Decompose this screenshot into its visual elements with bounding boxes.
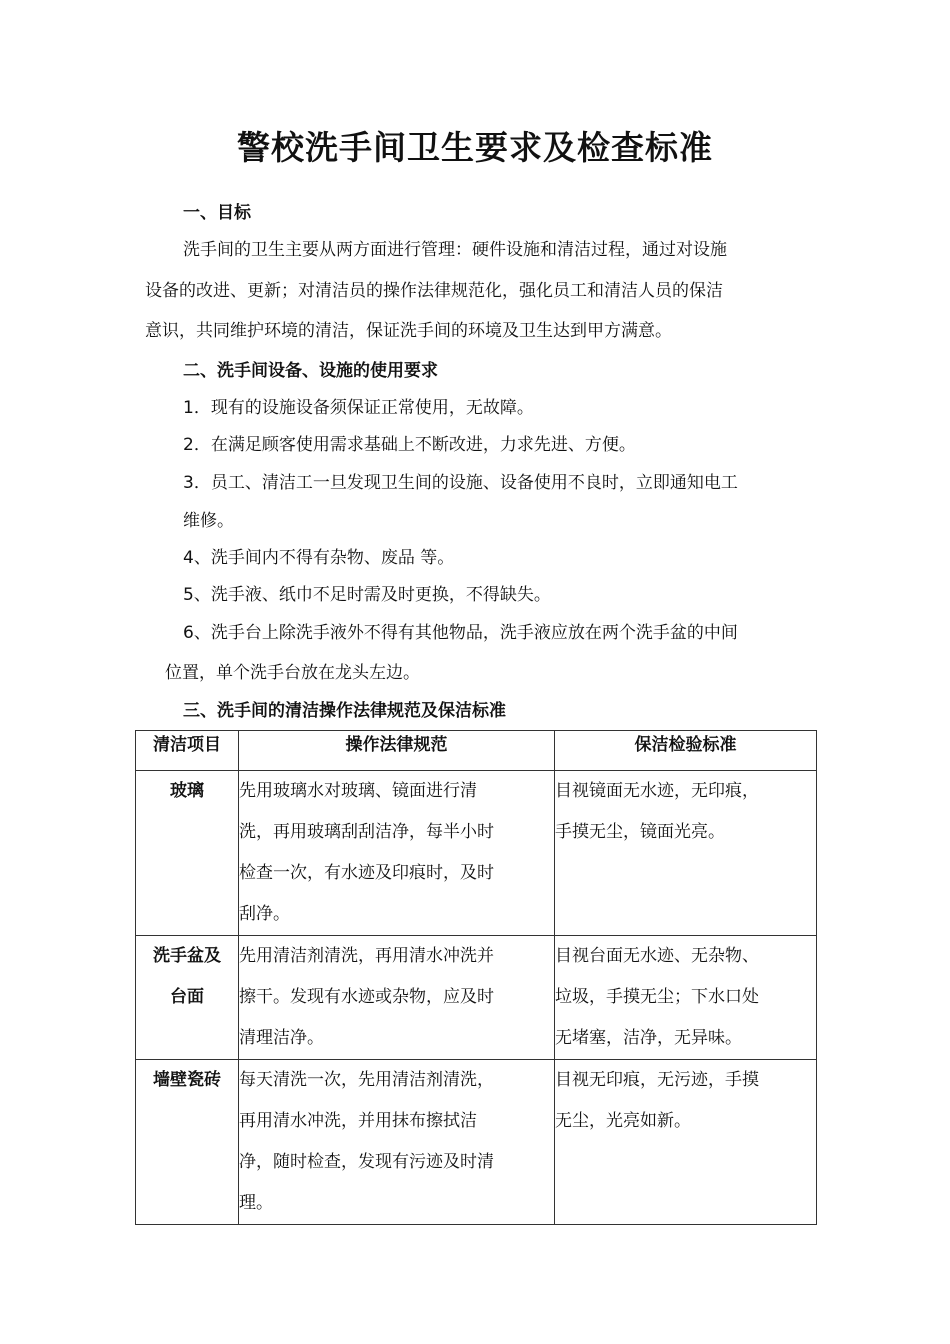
section-heading-cleaning: 三、洗手间的清洁操作法律规范及保洁标准 bbox=[183, 701, 506, 721]
list-item: 1．现有的设施设备须保证正常使用，无故障。 bbox=[183, 398, 534, 418]
table-cell-standard bbox=[555, 936, 817, 1060]
cell-line: 理。 bbox=[239, 1193, 273, 1213]
table-cell-standard bbox=[555, 1060, 817, 1225]
cell-line: 先用玻璃水对玻璃、镜面进行清 bbox=[239, 781, 477, 801]
cell-line: 台面 bbox=[170, 987, 204, 1007]
list-item: 6、洗手台上除洗手液外不得有其他物品，洗手液应放在两个洗手盆的中间 bbox=[183, 623, 738, 643]
list-item: 4、洗手间内不得有杂物、废品 等。 bbox=[183, 548, 455, 568]
list-item: 2．在满足顾客使用需求基础上不断改进，力求先进、方便。 bbox=[183, 435, 636, 455]
cell-line: 每天清洗一次，先用清洁剂清洗， bbox=[239, 1070, 494, 1090]
cell-line: 刮净。 bbox=[239, 904, 290, 924]
cell-line: 目视台面无水迹、无杂物、 bbox=[555, 946, 759, 966]
table-row bbox=[136, 936, 817, 1060]
cell-line: 擦干。发现有水迹或杂物，应及时 bbox=[239, 987, 494, 1007]
cell-line: 先用清洁剂清洗，再用清水冲洗并 bbox=[239, 946, 494, 966]
cell-line: 目视无印痕，无污迹，手摸 bbox=[555, 1070, 759, 1090]
list-item-continuation: 维修。 bbox=[183, 511, 234, 531]
cell-line: 垃圾，手摸无尘；下水口处 bbox=[555, 987, 759, 1007]
cell-line: 净，随时检查，发现有污迹及时清 bbox=[239, 1152, 494, 1172]
list-item-continuation: 位置，单个洗手台放在龙头左边。 bbox=[165, 663, 420, 683]
table-cell-procedure bbox=[239, 771, 555, 936]
page-title: 警校洗手间卫生要求及检查标准 bbox=[237, 128, 713, 167]
column-header: 清洁项目 bbox=[136, 731, 239, 771]
cleaning-standards-table bbox=[135, 730, 817, 1225]
table-cell-item bbox=[136, 936, 239, 1060]
table-header-row bbox=[136, 731, 817, 771]
column-header: 操作法律规范 bbox=[239, 731, 555, 771]
table-cell-item bbox=[136, 771, 239, 936]
cell-line: 手摸无尘，镜面光亮。 bbox=[555, 822, 725, 842]
cell-line: 无尘，光亮如新。 bbox=[555, 1111, 691, 1131]
cell-line: 目视镜面无水迹，无印痕， bbox=[555, 781, 759, 801]
cell-line: 再用清水冲洗，并用抹布擦拭洁 bbox=[239, 1111, 477, 1131]
list-item: 3．员工、清洁工一旦发现卫生间的设施、设备使用不良时，立即通知电工 bbox=[183, 473, 738, 493]
section-heading-goal: 一、目标 bbox=[183, 203, 251, 223]
section-heading-usage: 二、洗手间设备、设施的使用要求 bbox=[183, 361, 438, 381]
table-cell-procedure bbox=[239, 936, 555, 1060]
list-item: 5、洗手液、纸巾不足时需及时更换，不得缺失。 bbox=[183, 585, 551, 605]
cell-line: 洗手盆及 bbox=[153, 946, 221, 966]
cell-line: 墙壁瓷砖 bbox=[153, 1070, 221, 1090]
paragraph-line: 洗手间的卫生主要从两方面进行管理：硬件设施和清洁过程，通过对设施 bbox=[183, 240, 727, 260]
paragraph-line: 意识，共同维护环境的清洁，保证洗手间的环境及卫生达到甲方满意。 bbox=[145, 321, 672, 341]
column-header: 保洁检验标准 bbox=[555, 731, 817, 771]
table-cell-item bbox=[136, 1060, 239, 1225]
cell-line: 玻璃 bbox=[170, 781, 204, 801]
table-row bbox=[136, 771, 817, 936]
table-row bbox=[136, 1060, 817, 1225]
cell-line: 清理洁净。 bbox=[239, 1028, 324, 1048]
cell-line: 检查一次，有水迹及印痕时，及时 bbox=[239, 863, 494, 883]
cell-line: 洗，再用玻璃刮刮洁净，每半小时 bbox=[239, 822, 494, 842]
table-cell-standard bbox=[555, 771, 817, 936]
paragraph-line: 设备的改进、更新；对清洁员的操作法律规范化，强化员工和清洁人员的保洁 bbox=[145, 281, 723, 301]
cell-line: 无堵塞，洁净，无异味。 bbox=[555, 1028, 742, 1048]
table-cell-procedure bbox=[239, 1060, 555, 1225]
